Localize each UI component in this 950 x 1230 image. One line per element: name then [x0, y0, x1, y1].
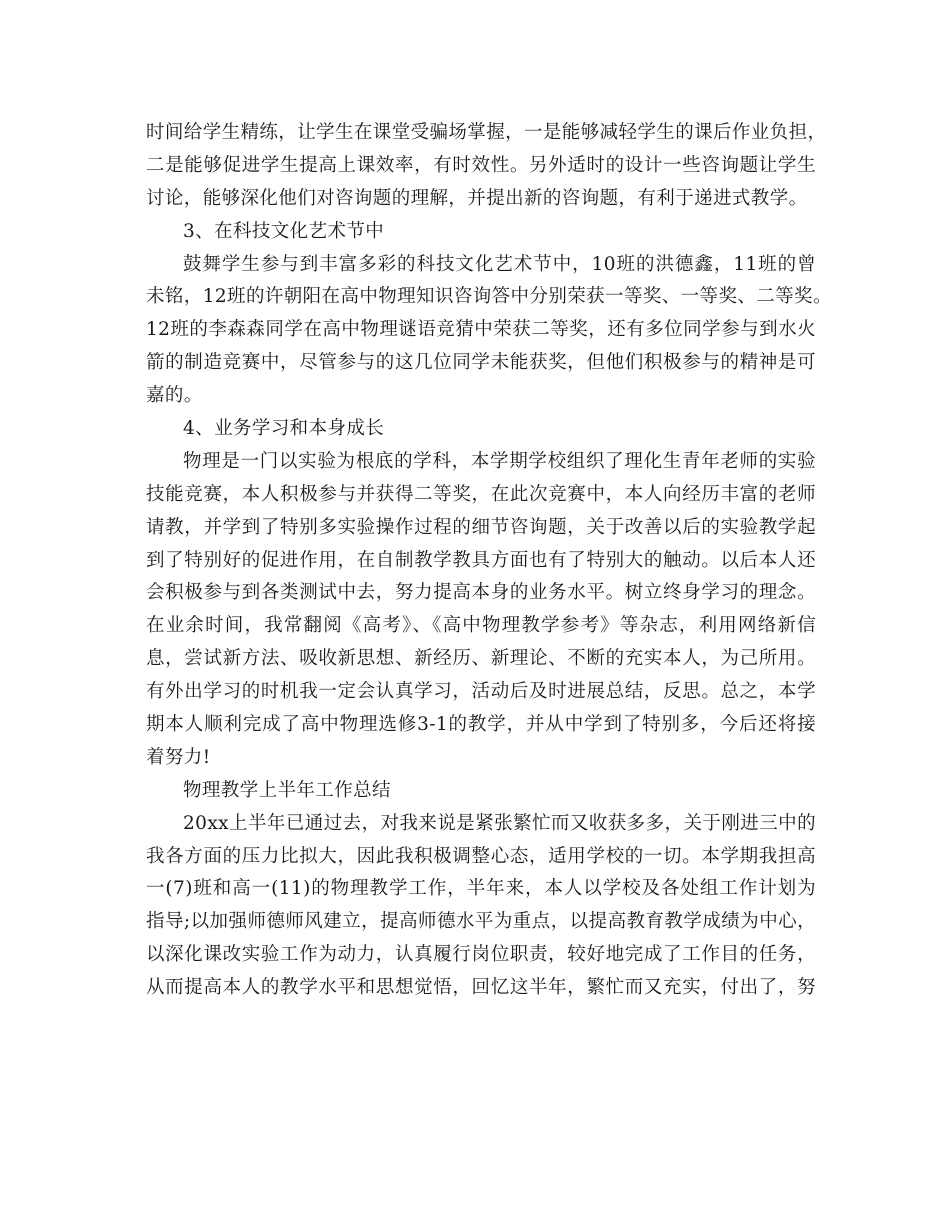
text-line: 着努力!	[146, 746, 211, 768]
text-line: 12班的李森森同学在高中物理谜语竞猜中荣获二等奖，还有多位同学参与到水火	[146, 319, 816, 341]
text-line: 物理是一门以实验为根底的学科，本学期学校组织了理化生青年老师的实验	[183, 450, 816, 472]
text-line: 我各方面的压力比拟大，因此我积极调整心态，适用学校的一切。本学期我担高	[146, 845, 816, 867]
text-line: 物理教学上半年工作总结	[183, 779, 391, 801]
text-line: 二是能够促进学生提高上课效率，有时效性。另外适时的设计一些咨询题让学生	[146, 154, 816, 176]
document-body	[146, 117, 832, 1005]
text-line: 讨论，能够深化他们对咨询题的理解，并提出新的咨询题，有利于递进式教学。	[146, 187, 808, 209]
text-line: 会积极参与到各类测试中去，努力提高本身的业务水平。树立终身学习的理念。	[146, 582, 816, 604]
text-line: 未铭，12班的许朝阳在高中物理知识咨询答中分别荣获一等奖、一等奖、二等奖。	[146, 286, 832, 308]
text-line: 技能竞赛，本人积极参与并获得二等奖，在此次竞赛中，本人向经历丰富的老师	[146, 483, 816, 505]
text-line: 请教，并学到了特别多实验操作过程的细节咨询题，关于改善以后的实验教学起	[146, 516, 816, 538]
text-line: 时间给学生精练，让学生在课堂受骗场掌握，一是能够减轻学生的课后作业负担，	[146, 122, 827, 143]
text-line: 一(7)班和高一(11)的物理教学工作，半年来，本人以学校及各处组工作计划为	[146, 878, 816, 900]
text-line: 到了特别好的促进作用，在自制教学教具方面也有了特别大的触动。以后本人还	[146, 549, 816, 571]
text-line: 箭的制造竞赛中，尽管参与的这几位同学未能获奖，但他们积极参与的精神是可	[146, 352, 816, 374]
text-line: 有外出学习的时机我一定会认真学习，活动后及时进展总结，反思。总之，本学	[146, 681, 816, 703]
text-line: 期本人顺利完成了高中物理选修3-1的教学，并从中学到了特别多，今后还将接	[146, 714, 816, 736]
text-line: 以深化课改实验工作为动力，认真履行岗位职责，较好地完成了工作目的任务，	[146, 944, 816, 966]
text-line: 3、在科技文化艺术节中	[183, 220, 385, 242]
text-line: 从而提高本人的教学水平和思想觉悟，回忆这半年，繁忙而又充实，付出了，努	[146, 977, 816, 999]
text-line: 20xx上半年已通过去，对我来说是紧张繁忙而又收获多多，关于刚进三中的	[183, 812, 816, 834]
text-line: 在业余时间，我常翻阅《高考》、《高中物理教学参考》等杂志，利用网络新信	[146, 615, 816, 637]
text-line: 指导;以加强师德师风建立，提高师德水平为重点，以提高教育教学成绩为中心，	[146, 911, 816, 933]
text-line: 嘉的。	[146, 385, 203, 407]
text-line: 鼓舞学生参与到丰富多彩的科技文化艺术节中，10班的洪德鑫，11班的曾	[183, 253, 816, 275]
text-line: 息，尝试新方法、吸收新思想、新经历、新理论、不断的充实本人，为己所用。	[146, 648, 816, 670]
text-line: 4、业务学习和本身成长	[183, 418, 385, 440]
